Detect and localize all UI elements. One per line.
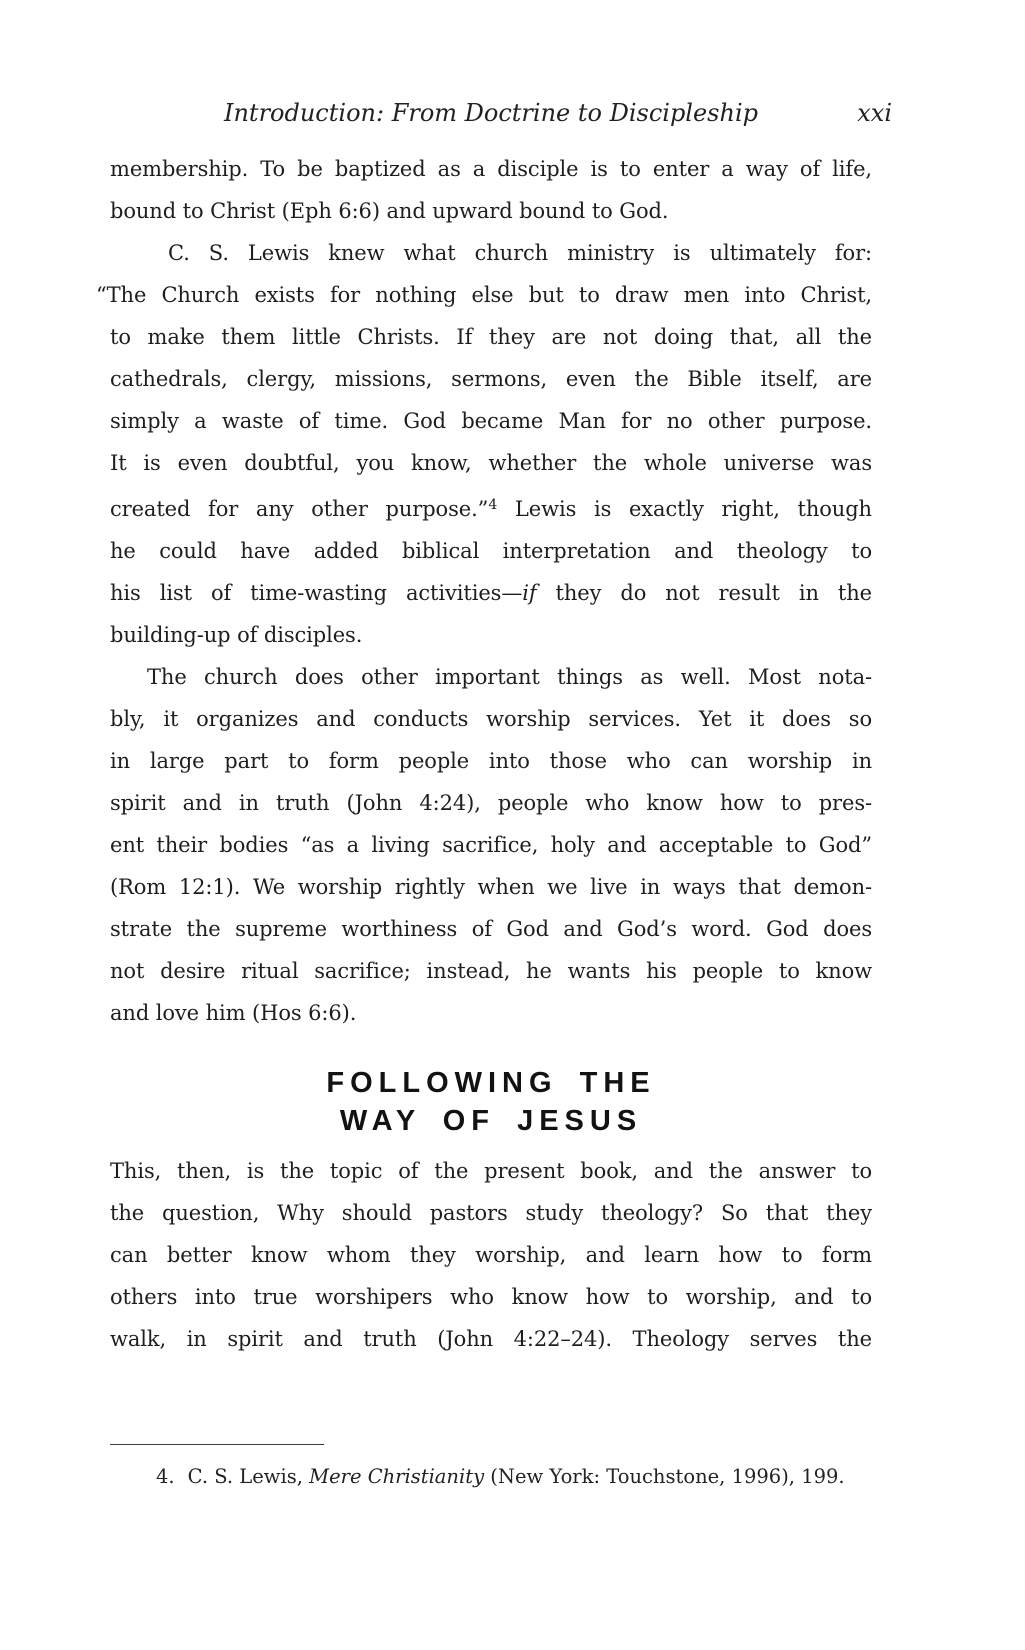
body-text bbox=[96, 148, 873, 1034]
paragraph bbox=[110, 656, 872, 1034]
body-text bbox=[110, 1150, 872, 1360]
body-line: walk, in spirit and truth (John 4:22–24). Theology serves the bbox=[110, 1327, 872, 1351]
body-line: strate the supreme worthiness of God and God’s word. God does bbox=[110, 917, 872, 941]
body-line: The church does other important things as well. Most nota- bbox=[147, 665, 872, 689]
body-line: This, then, is the topic of the present book, and the answer to bbox=[110, 1159, 872, 1183]
body-line: in large part to form people into those who can worship in bbox=[110, 749, 872, 773]
body-line: ent their bodies “as a living sacrifice, holy and acceptable to God” bbox=[110, 833, 872, 857]
page-number: xxi bbox=[857, 99, 892, 127]
body-text-segment: Lewis is exactly right, though bbox=[497, 497, 872, 521]
footnote-separator bbox=[110, 1444, 324, 1445]
footnote bbox=[110, 1462, 872, 1492]
body-line bbox=[110, 484, 872, 530]
body-line: “The Church exists for nothing else but to draw men into Christ, bbox=[96, 283, 872, 307]
body-line: and love him (Hos 6:6). bbox=[110, 1001, 357, 1025]
body-line bbox=[110, 572, 872, 614]
body-text-segment: his list of time-wasting activities— bbox=[110, 581, 523, 605]
body-line: (Rom 12:1). We worship rightly when we live in ways that demon- bbox=[110, 875, 872, 899]
body-line: C. S. Lewis knew what church ministry is ultimately for: bbox=[168, 241, 872, 265]
paragraph bbox=[110, 148, 872, 232]
body-line: bly, it organizes and conducts worship services. Yet it does so bbox=[110, 707, 872, 731]
body-text-segment: they do not result in the bbox=[536, 581, 873, 605]
body-line: others into true worshipers who know how to worship, and to bbox=[110, 1285, 872, 1309]
body-line: cathedrals, clergy, missions, sermons, even the Bible itself, are bbox=[110, 367, 872, 391]
running-header bbox=[110, 96, 892, 130]
emphasized-word: if bbox=[522, 581, 537, 605]
body-line: It is even doubtful, you know, whether the whole universe was bbox=[110, 451, 872, 475]
body-line: building-up of disciples. bbox=[110, 623, 363, 647]
body-line: the question, Why should pastors study theology? So that they bbox=[110, 1201, 872, 1225]
footnote-number: 4. bbox=[156, 1465, 175, 1488]
paragraph bbox=[110, 1150, 872, 1360]
paragraph bbox=[96, 232, 873, 656]
footnote-reference: 4 bbox=[488, 497, 498, 513]
body-line: he could have added biblical interpretation and theology to bbox=[110, 539, 872, 563]
footnote-text-segment: C. S. Lewis, bbox=[187, 1465, 310, 1488]
section-heading bbox=[110, 1064, 872, 1140]
section-heading-line: WAY OF JESUS bbox=[339, 1105, 643, 1137]
book-title: Mere Christianity bbox=[309, 1465, 485, 1488]
footnote-text-segment: (New York: Touchstone, 1996), 199. bbox=[484, 1465, 845, 1488]
body-line: bound to Christ (Eph 6:6) and upward bound to God. bbox=[110, 199, 669, 223]
body-line: not desire ritual sacrifice; instead, he wants his people to know bbox=[110, 959, 872, 983]
running-header-title: Introduction: From Doctrine to Discipleship bbox=[223, 99, 758, 127]
body-line: spirit and in truth (John 4:24), people who know how to pres- bbox=[110, 791, 872, 815]
body-line: simply a waste of time. God became Man for no other purpose. bbox=[110, 409, 872, 433]
body-line: can better know whom they worship, and learn how to form bbox=[110, 1243, 872, 1267]
body-line: to make them little Christs. If they are not doing that, all the bbox=[110, 325, 872, 349]
body-text-segment: created for any other purpose.” bbox=[110, 497, 489, 521]
body-line: membership. To be baptized as a disciple is to enter a way of life, bbox=[110, 157, 872, 181]
section-heading-line: FOLLOWING THE bbox=[326, 1067, 656, 1099]
